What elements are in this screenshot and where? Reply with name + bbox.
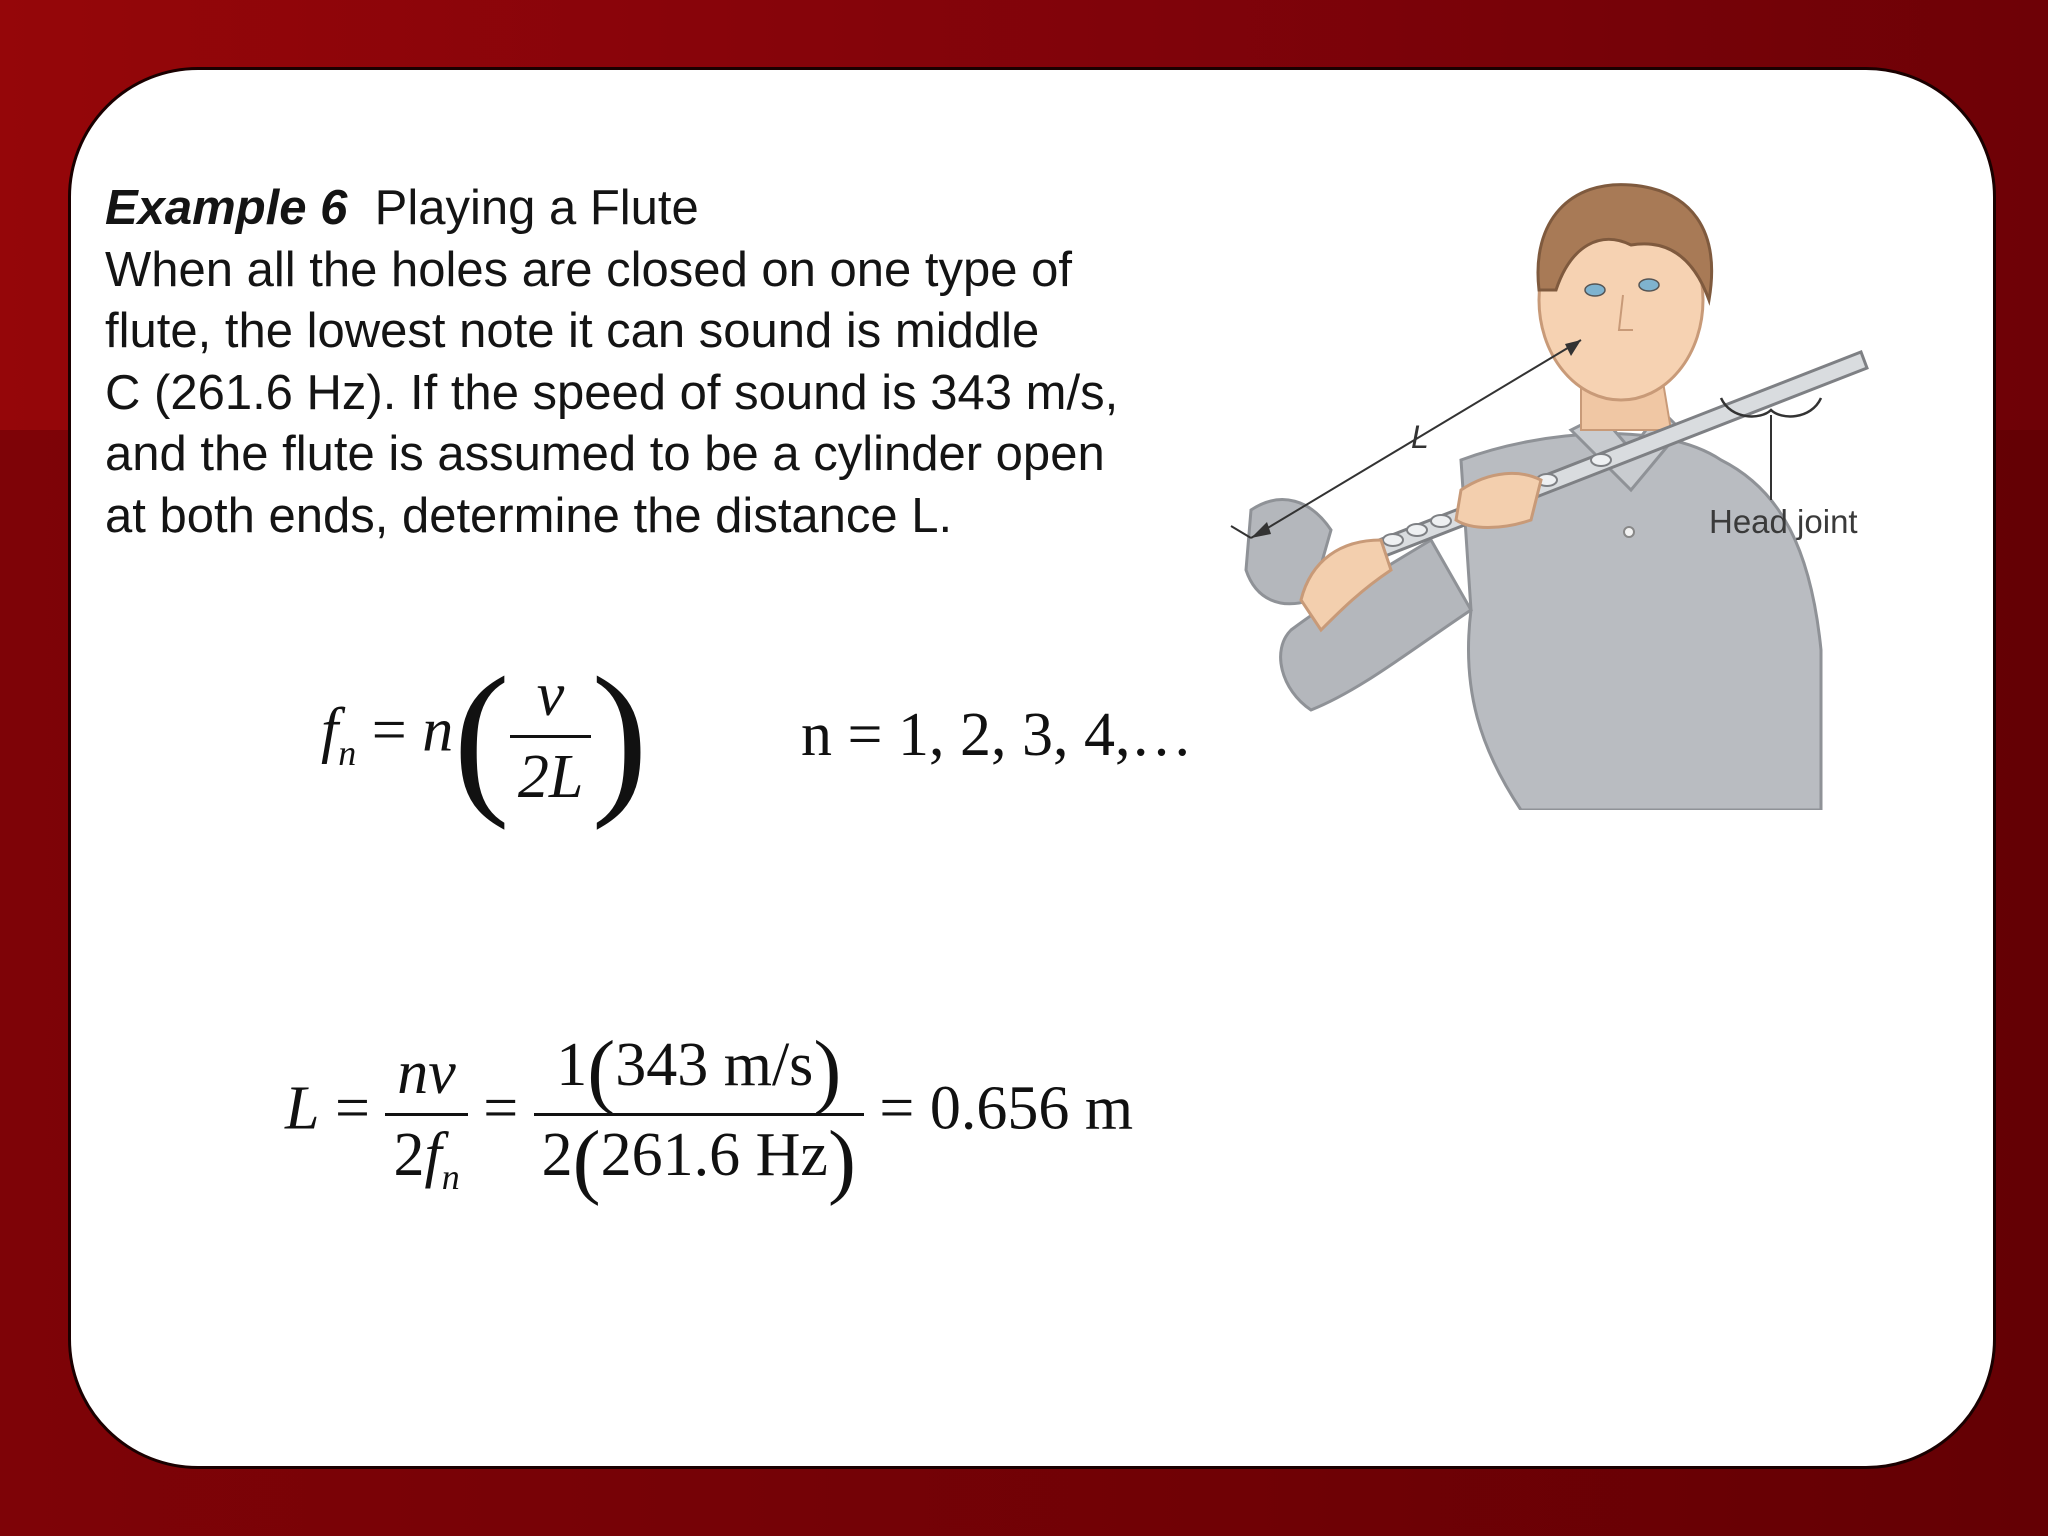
formula1-lhs-subscript: n (338, 732, 357, 773)
eye-left (1585, 284, 1605, 296)
slide-card (68, 67, 1996, 1469)
formula1-numerator: v (536, 661, 565, 729)
problem-statement (105, 178, 1255, 547)
formula1-paren-close: ) (591, 642, 648, 831)
formula2-fraction-2-denominator: 2(261.6 Hz) (534, 1113, 864, 1199)
formula2-fraction-1 (385, 1038, 467, 1197)
formula1-fraction (510, 660, 591, 813)
problem-line: When all the holes are closed on one type of (105, 242, 1073, 297)
head-joint-label: Head joint (1709, 503, 1858, 540)
harmonic-formula (321, 642, 648, 831)
formula2-fraction-1-numerator: nv (397, 1038, 456, 1107)
formula1-paren-open: ( (453, 642, 510, 831)
length-solution (285, 1023, 1134, 1207)
example-title: Playing a Flute (374, 181, 699, 235)
formula2-equals-3: = (879, 1074, 915, 1143)
formula2-fraction-2 (534, 1023, 864, 1207)
formula1-denominator: 2L (510, 735, 591, 813)
problem-line: at both ends, determine the distance L. (105, 488, 953, 543)
eye-right (1639, 279, 1659, 291)
problem-line: flute, the lowest note it can sound is middle (105, 304, 1040, 358)
formula2-fraction-2-numerator: 1(343 m/s) (556, 1023, 842, 1117)
problem-line: and the flute is assumed to be a cylinder open (105, 427, 1105, 481)
formula2-equals-1: = (334, 1074, 370, 1143)
formula1-lhs: f (321, 696, 339, 765)
formula2-lhs: L (285, 1074, 320, 1143)
formula2-equals-2: = (483, 1074, 519, 1143)
shirt-button (1624, 527, 1634, 537)
formula1-equals: = (371, 696, 407, 765)
formula2-fraction-1-denominator: $2f_n$ (385, 1113, 467, 1191)
formula1-coefficient: n (422, 696, 454, 765)
flute-player-illustration (1161, 130, 1881, 810)
harmonic-range: n = 1, 2, 3, 4,… (801, 701, 1193, 769)
problem-heading (105, 178, 1255, 240)
example-label: Example 6 (105, 181, 348, 235)
length-label: L (1411, 419, 1429, 455)
problem-line: C (261.6 Hz). If the speed of sound is 343 m/s, (105, 365, 1119, 420)
formula2-result: 0.656 m (929, 1074, 1134, 1143)
